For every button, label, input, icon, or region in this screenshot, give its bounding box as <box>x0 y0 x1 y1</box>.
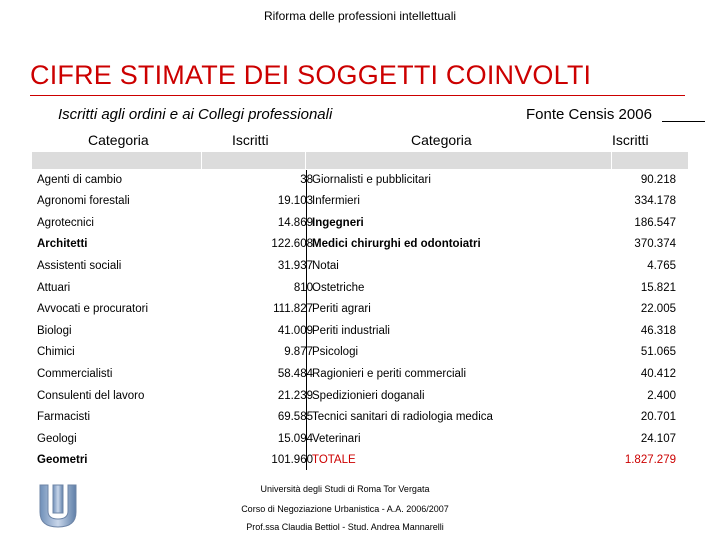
row-category-right: Psicologi <box>312 346 359 358</box>
table-row <box>32 299 688 320</box>
table-row <box>32 407 688 428</box>
row-category-left: Avvocati e procuratori <box>37 303 149 315</box>
header-shade-cell <box>612 152 688 169</box>
table-row <box>32 234 688 255</box>
row-count-left: 69.585 <box>277 411 313 423</box>
row-category-right: Periti industriali <box>312 325 390 337</box>
table-row <box>32 278 688 299</box>
row-category-right: Infermieri <box>312 195 360 207</box>
row-category-left: Chimici <box>37 346 75 358</box>
row-count-left: 15.094 <box>277 433 313 445</box>
row-count-right: 15.821 <box>640 282 676 294</box>
row-count-right: 40.412 <box>640 368 676 380</box>
row-count-right: 20.701 <box>640 411 676 423</box>
row-category-left: Architetti <box>37 238 88 250</box>
footer-authors: Prof.ssa Claudia Bettiol - Stud. Andrea Mannarelli <box>246 522 444 532</box>
table-subtitle: Iscritti agli ordini e ai Collegi professionali <box>58 106 333 123</box>
row-count-right: 2.400 <box>647 390 676 402</box>
row-category-left: Attuari <box>37 282 71 294</box>
row-count-left: 14.869 <box>277 217 313 229</box>
row-category-left: Geometri <box>37 454 88 466</box>
column-header-categoria-2: Categoria <box>411 132 472 148</box>
source-divider <box>662 121 705 122</box>
row-count-left: 58.484 <box>277 368 313 380</box>
row-category-left: Agronomi forestali <box>37 195 130 207</box>
row-category-right: Periti agrari <box>312 303 371 315</box>
row-category-left: Geologi <box>37 433 77 445</box>
row-category-right: Notai <box>312 260 339 272</box>
source-note: Fonte Censis 2006 <box>526 106 652 123</box>
row-count-left: 111.827 <box>273 303 313 315</box>
table-row <box>32 321 688 342</box>
column-header-iscritti-2: Iscritti <box>612 132 649 148</box>
row-category-right: Spedizionieri doganali <box>312 390 425 402</box>
row-category-right: Giornalisti e pubblicitari <box>312 174 431 186</box>
row-count-right: 90.218 <box>640 174 676 186</box>
table-row <box>32 364 688 385</box>
row-category-left: Agenti di cambio <box>37 174 123 186</box>
row-count-left: 122.608 <box>271 238 313 250</box>
row-count-right: 4.765 <box>647 260 676 272</box>
row-category-left: Commercialisti <box>37 368 113 380</box>
row-category-left: Biologi <box>37 325 72 337</box>
header-shade-row <box>32 152 688 169</box>
table-row <box>32 256 688 277</box>
total-label: TOTALE <box>312 454 356 466</box>
slide-header: Riforma delle professioni intellettuali <box>263 9 457 23</box>
table-row <box>32 191 688 212</box>
row-category-left: Farmacisti <box>37 411 91 423</box>
row-count-left: 810 <box>293 282 313 294</box>
row-count-left: 31.937 <box>277 260 313 272</box>
row-category-left: Assistenti sociali <box>37 260 122 272</box>
column-header-categoria-1: Categoria <box>88 132 149 148</box>
row-count-left: 9.877 <box>284 346 313 358</box>
footer-course: Corso di Negoziazione Urbanistica - A.A. 2006/2007 <box>241 504 449 514</box>
row-count-right: 186.547 <box>634 217 676 229</box>
row-count-right: 22.005 <box>640 303 676 315</box>
table-row <box>32 429 688 450</box>
row-category-right: Medici chirurghi ed odontoiatri <box>312 238 481 250</box>
table-row <box>32 213 688 234</box>
row-count-right: 334.178 <box>634 195 676 207</box>
table-row <box>32 170 688 191</box>
column-header-iscritti-1: Iscritti <box>232 132 269 148</box>
footer-university: Università degli Studi di Roma Tor Vergata <box>260 484 430 494</box>
table-row <box>32 342 688 363</box>
row-category-right: Ingegneri <box>312 217 364 229</box>
row-count-left: 19.103 <box>277 195 313 207</box>
row-count-right: 51.065 <box>640 346 676 358</box>
row-count-right: 370.374 <box>634 238 676 250</box>
title-divider <box>30 95 685 96</box>
header-shade-cell <box>32 152 202 169</box>
total-value: 1.827.279 <box>624 454 676 466</box>
row-count-right: 24.107 <box>640 433 676 445</box>
slide-title: CIFRE STIMATE DEI SOGGETTI COINVOLTI <box>30 60 592 90</box>
row-category-left: Consulenti del lavoro <box>37 390 145 402</box>
row-count-left: 41.009 <box>277 325 313 337</box>
row-category-right: Ragionieri e periti commerciali <box>312 368 467 380</box>
row-category-right: Ostetriche <box>312 282 365 294</box>
row-category-left: Agrotecnici <box>37 217 94 229</box>
table-row <box>32 450 688 471</box>
row-count-right: 46.318 <box>640 325 676 337</box>
header-shade-cell <box>202 152 306 169</box>
row-count-left: 21.239 <box>277 390 313 402</box>
row-count-left: 101.960 <box>271 454 313 466</box>
row-category-right: Tecnici sanitari di radiologia medica <box>312 411 493 423</box>
row-count-left: 38 <box>300 174 313 186</box>
header-shade-cell <box>306 152 612 169</box>
table-row <box>32 386 688 407</box>
row-category-right: Veterinari <box>312 433 361 445</box>
